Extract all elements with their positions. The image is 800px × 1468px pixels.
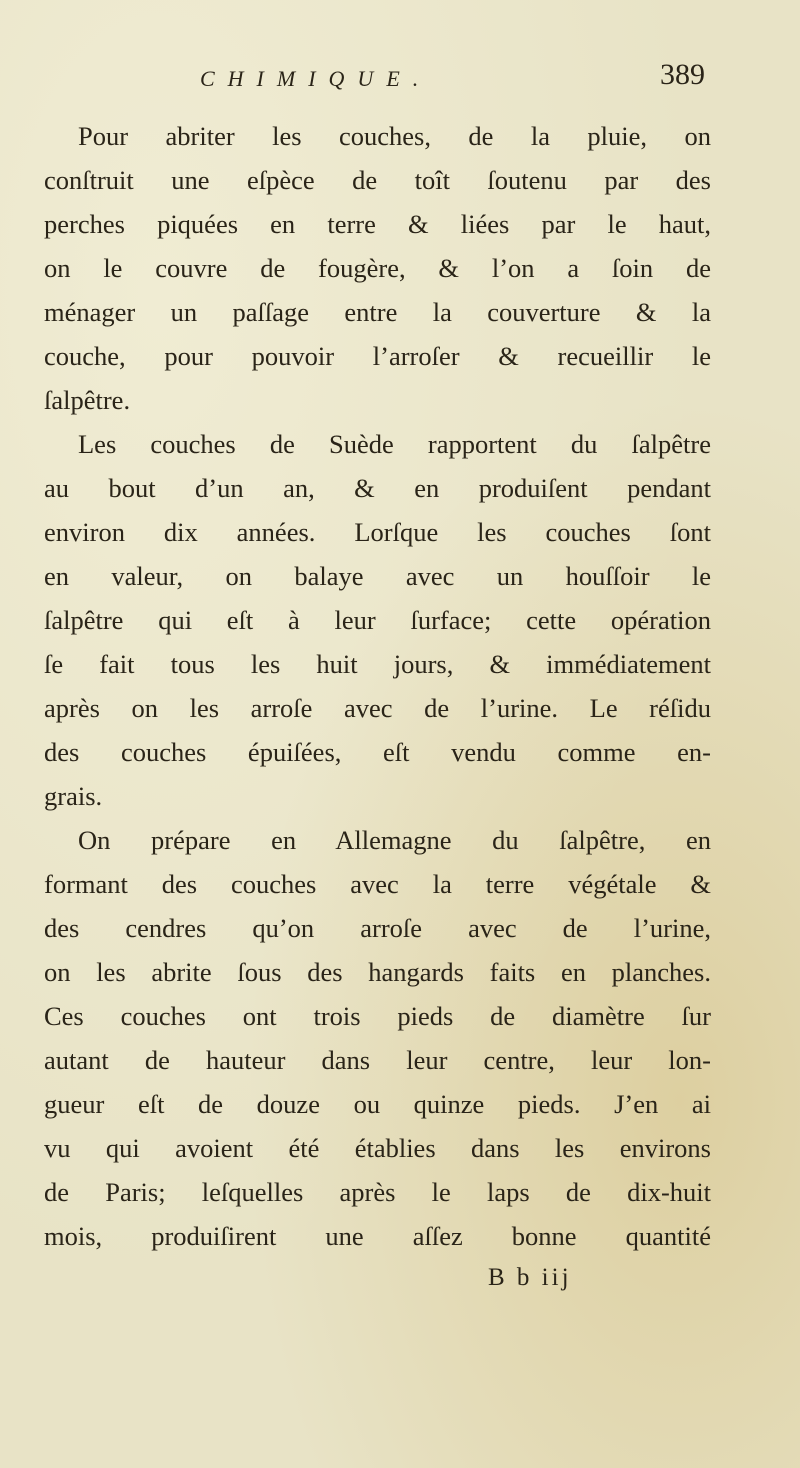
text-line: au bout d’un an, & en produiſent pendant bbox=[44, 473, 711, 503]
signature-mark: B b iij bbox=[488, 1264, 572, 1291]
text-line: Les couches de Suède rapportent du ſalpêtre bbox=[78, 429, 711, 459]
text-line: On prépare en Allemagne du ſalpêtre, en bbox=[78, 825, 711, 855]
text-line: ſalpêtre. bbox=[44, 385, 131, 415]
running-title: CHIMIQUE. bbox=[200, 66, 432, 91]
paragraph bbox=[44, 422, 711, 818]
text-line: des cendres qu’on arroſe avec de l’urine, bbox=[44, 913, 711, 943]
text-line: grais. bbox=[44, 781, 103, 811]
text-line: ſe fait tous les huit jours, & immédiatement bbox=[44, 649, 711, 679]
page-body bbox=[44, 114, 711, 1258]
text-line: ſalpêtre qui eſt à leur ſurface; cette opération bbox=[44, 605, 711, 635]
text-line: en valeur, on balaye avec un houſſoir le bbox=[44, 561, 711, 591]
text-line: vu qui avoient été établies dans les environs bbox=[44, 1133, 711, 1163]
text-line: mois, produiſirent une aſſez bonne quantité bbox=[44, 1221, 711, 1251]
page-number: 389 bbox=[660, 58, 705, 91]
text-line: de Paris; leſquelles après le laps de dix-huit bbox=[44, 1177, 711, 1207]
text-line: on les abrite ſous des hangards faits en planches. bbox=[44, 957, 711, 987]
text-line: Pour abriter les couches, de la pluie, on bbox=[78, 121, 711, 151]
text-line: après on les arroſe avec de l’urine. Le réſidu bbox=[44, 693, 711, 723]
paragraph bbox=[44, 114, 711, 422]
paragraph bbox=[44, 818, 711, 1258]
text-line: autant de hauteur dans leur centre, leur lon- bbox=[44, 1045, 711, 1075]
text-line: conſtruit une eſpèce de toît ſoutenu par des bbox=[44, 165, 711, 195]
text-line: Ces couches ont trois pieds de diamètre ſur bbox=[44, 1001, 711, 1031]
text-line: formant des couches avec la terre végétale & bbox=[44, 869, 711, 899]
text-line: on le couvre de fougère, & l’on a ſoin de bbox=[44, 253, 711, 283]
text-line: couche, pour pouvoir l’arroſer & recueillir le bbox=[44, 341, 711, 371]
text-line: environ dix années. Lorſque les couches ſont bbox=[44, 517, 711, 547]
text-line: ménager un paſſage entre la couverture & la bbox=[44, 297, 711, 327]
text-line: gueur eſt de douze ou quinze pieds. J’en ai bbox=[44, 1089, 711, 1119]
page-header bbox=[200, 58, 705, 98]
text-line: des couches épuiſées, eſt vendu comme en- bbox=[44, 737, 711, 767]
text-line: perches piquées en terre & liées par le haut, bbox=[44, 209, 711, 239]
